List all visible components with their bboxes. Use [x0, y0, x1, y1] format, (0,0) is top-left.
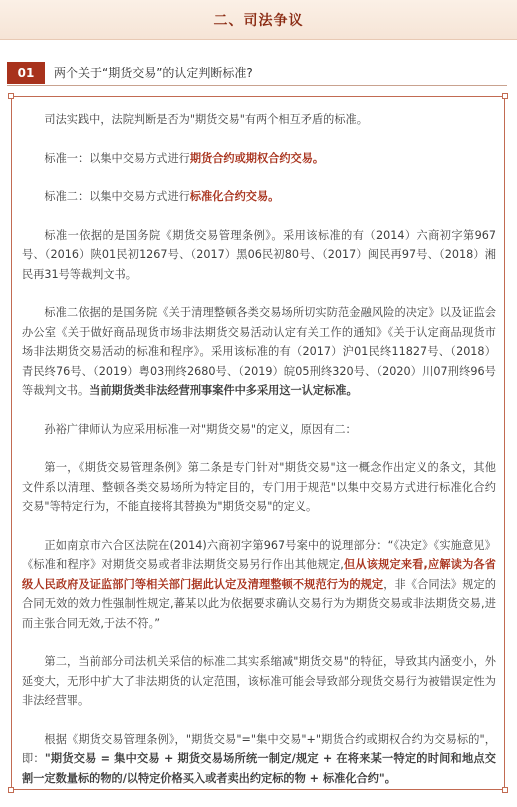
paragraph-reason-one: 第一，《期货交易管理条例》第二条是专门针对"期货交易"这一概念作出定义的条文，其他文件系以清理、整顿各类交易场所为特定目的，专门用于规范"以集中交易方式进行标准化合约交易"等特定行为，不能直接将其替换为"期货交易"的定义。 [22, 461, 496, 513]
highlight-text: 期货合约或期权合约交易。 [189, 151, 325, 165]
highlight-text: 但从该规定来看,应解读为各省级人民政府及证监部门等相关部门据此认定及清理整顿不规范行为的规定 [22, 558, 496, 591]
question-divider [7, 85, 507, 86]
frame-corner-ornament [8, 787, 14, 793]
question-title: 两个关于“期货交易”的认定判断标准? [54, 66, 253, 80]
frame-corner-ornament [502, 93, 508, 99]
header-divider [0, 39, 517, 40]
highlight-text: 标准化合约交易。 [189, 190, 280, 203]
paragraph-definition: 根据《期货交易管理条例》，"期货交易"="集中交易"+"期货合约或期权合约为交易标的"，即："期货交易 = 集中交易 + 期货交易场所统一制定/规定 + 在将来某一特定的时间和地点交割一定数量标的物的/以特定价格买入或者卖出约定标的物 + 标准化合约"。 [22, 732, 496, 785]
bold-text: "期货交易 = 集中交易 + 期货交易场所统一制定/规定 + 在将来某一特定的时间和地点交割一定数量标的物的/以特定价格买入或者卖出约定标的物 + 标准化合约"。 [22, 752, 496, 785]
frame-corner-ornament [502, 787, 508, 793]
article-body [22, 110, 496, 807]
bold-text: 当前期货类非法经营刑事案件中多采用这一认定标准。 [89, 384, 358, 397]
paragraph-standard-one: 标准一：以集中交易方式进行期货合约或期权合约交易。 [44, 151, 325, 165]
paragraph-standard-two-basis: 标准二依据的是国务院《关于清理整顿各类交易场所切实防范金融风险的决定》以及证监会办公室《关于做好商品现货市场非法期货交易活动认定有关工作的通知》《关于认定商品现货市场非法期货交易活动的标准和程序》。采用该标准的有（2017）沪01民终11827号、（2018）青民终76号、（2019）粤03刑终2680号、（2019）皖05刑终320号、（2020）川07刑终96号等裁判文书。当前期货类非法经营刑事案件中多采用这一认定标准。 [22, 306, 496, 397]
frame-corner-ornament [8, 93, 14, 99]
paragraph-court-quote: 正如南京市六合区法院在(2014)六商初字第967号案中的说理部分：“《决定》《实施意见》《标准和程序》对期货交易或者非法期货交易另行作出其他规定,但从该规定来看,应解读为各省级人民政府及证监部门等相关部门据此认定及清理整顿不规范行为的规定，非《合同法》规定的合同无效的效力性强制性规定,蕃某以此为依据要求确认交易行为为期货交易或非法期货交易,进而主张合同无效,于法不符。” [22, 538, 496, 630]
paragraph-standard-one-basis: 标准一依据的是国务院《期货交易管理条例》。采用该标准的有（2014）六商初字第967号、（2016）陕01民初1267号、（2017）黑06民初80号、（2017）闽民再97号、（2018）湘民再31号等裁判文书。 [22, 228, 496, 281]
section-header [0, 0, 517, 40]
paragraph-intro: 司法实践中，法院判断是否为"期货交易"有两个相互矛盾的标准。 [44, 113, 368, 126]
paragraph-standard-two: 标准二：以集中交易方式进行标准化合约交易。 [44, 190, 280, 203]
paragraph-reason-two: 第二，当前部分司法机关采信的标准二其实系缩减"期货交易"的特征，导致其内涵变小，外延变大，无形中扩大了非法期货的认定范围，该标准可能会导致部分现货交易行为被错误定性为非法经营罪。 [22, 655, 496, 707]
section-title: 二、司法争议 [213, 13, 304, 29]
question-number-badge: 01 [7, 62, 45, 84]
paragraph-lawyer-opinion: 孙裕广律师认为应采用标准一对"期货交易"的定义，原因有二： [44, 422, 357, 436]
